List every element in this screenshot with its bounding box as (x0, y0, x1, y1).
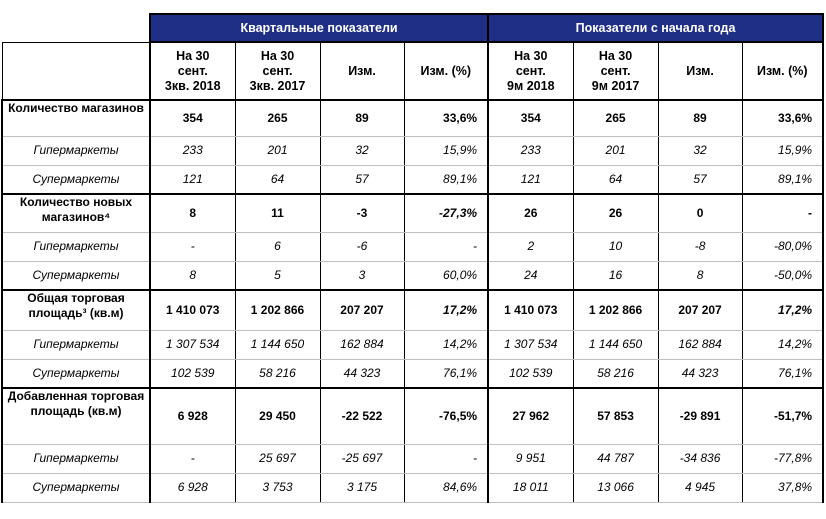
table-cell: 89 (658, 100, 742, 136)
row-label: Добавленная торговая площадь (кв.м) (2, 388, 150, 444)
table-cell: 162 884 (320, 330, 404, 359)
row-label: Супермаркеты (2, 473, 150, 502)
table-row-sub (2, 330, 823, 359)
table-cell: 1 307 534 (488, 330, 573, 359)
kpi-table (1, 13, 824, 503)
table-cell: 15,9% (404, 136, 488, 165)
table-cell: 32 (658, 136, 742, 165)
table-row-sub (2, 136, 823, 165)
table-cell: 233 (150, 136, 235, 165)
table-cell: 8 (658, 261, 742, 290)
table-cell: 26 (488, 194, 573, 232)
table-cell: 201 (573, 136, 658, 165)
table-cell: 14,2% (742, 330, 823, 359)
table-cell: -3 (320, 194, 404, 232)
table-cell: 1 410 073 (488, 290, 573, 330)
table-cell: 58 216 (235, 359, 320, 388)
table-cell: 162 884 (658, 330, 742, 359)
table-cell: -76,5% (404, 388, 488, 444)
table-cell: 1 202 866 (235, 290, 320, 330)
table-cell: 76,1% (404, 359, 488, 388)
corner-blank-2 (2, 42, 150, 100)
table-cell: - (150, 232, 235, 261)
table-cell: 201 (235, 136, 320, 165)
table-cell: 2 (488, 232, 573, 261)
table-cell: -80,0% (742, 232, 823, 261)
row-label: Гипермаркеты (2, 136, 150, 165)
table-cell: 354 (488, 100, 573, 136)
table-cell: 58 216 (573, 359, 658, 388)
table-cell: 102 539 (150, 359, 235, 388)
table-cell: - (404, 232, 488, 261)
table-cell: 207 207 (658, 290, 742, 330)
table-row-sub (2, 473, 823, 502)
table-cell: 37,8% (742, 473, 823, 502)
table-cell: -27,3% (404, 194, 488, 232)
table-cell: 10 (573, 232, 658, 261)
table-cell: 64 (573, 165, 658, 194)
col-change-q: Изм. (320, 42, 404, 100)
col-q3-2018: На 30 сент. 3кв. 2018 (150, 42, 235, 100)
table-cell: 1 410 073 (150, 290, 235, 330)
table-cell: 1 307 534 (150, 330, 235, 359)
table-cell: 15,9% (742, 136, 823, 165)
table-cell: 1 144 650 (235, 330, 320, 359)
table-cell: 18 011 (488, 473, 573, 502)
table-cell: -34 836 (658, 444, 742, 473)
row-label: Количество новых магазинов⁴ (2, 194, 150, 232)
table-cell: -25 697 (320, 444, 404, 473)
table-row-sub (2, 165, 823, 194)
table-cell: 8 (150, 194, 235, 232)
table-cell: 1 144 650 (573, 330, 658, 359)
table-cell: -29 891 (658, 388, 742, 444)
table-row-sub (2, 359, 823, 388)
table-cell: -8 (658, 232, 742, 261)
table-cell: 60,0% (404, 261, 488, 290)
table-cell: -6 (320, 232, 404, 261)
table-cell: 89,1% (742, 165, 823, 194)
table-row-metric (2, 194, 823, 232)
table-cell: 0 (658, 194, 742, 232)
table-cell: 11 (235, 194, 320, 232)
group-header-ytd: Показатели с начала года (488, 14, 823, 42)
row-label: Гипермаркеты (2, 330, 150, 359)
row-label: Количество магазинов (2, 100, 150, 136)
table-cell: 8 (150, 261, 235, 290)
table-cell: 44 323 (320, 359, 404, 388)
table-cell: 84,6% (404, 473, 488, 502)
table-cell: 1 202 866 (573, 290, 658, 330)
table-row-sub (2, 261, 823, 290)
row-label: Гипермаркеты (2, 444, 150, 473)
table-cell: -22 522 (320, 388, 404, 444)
table-row-metric (2, 388, 823, 444)
table-cell: 5 (235, 261, 320, 290)
table-cell: 76,1% (742, 359, 823, 388)
row-label: Супермаркеты (2, 359, 150, 388)
table-row-sub (2, 232, 823, 261)
table-cell: 24 (488, 261, 573, 290)
table-cell: 6 928 (150, 388, 235, 444)
table-cell: 32 (320, 136, 404, 165)
table-cell: 121 (150, 165, 235, 194)
table-cell: 6 928 (150, 473, 235, 502)
table-cell: 102 539 (488, 359, 573, 388)
table-cell: 4 945 (658, 473, 742, 502)
table-cell: 9 951 (488, 444, 573, 473)
table-cell: 3 175 (320, 473, 404, 502)
table-cell: 16 (573, 261, 658, 290)
col-change-ytd: Изм. (658, 42, 742, 100)
row-label: Гипермаркеты (2, 232, 150, 261)
table-cell: -51,7% (742, 388, 823, 444)
table-row-metric (2, 290, 823, 330)
col-change-pct-ytd: Изм. (%) (742, 42, 823, 100)
row-label: Супермаркеты (2, 165, 150, 194)
table-cell: 44 323 (658, 359, 742, 388)
table-cell: 3 (320, 261, 404, 290)
table-cell: 121 (488, 165, 573, 194)
table-cell: 6 (235, 232, 320, 261)
table-cell: 89,1% (404, 165, 488, 194)
table-cell: 27 962 (488, 388, 573, 444)
table-row-metric (2, 100, 823, 136)
table-row-sub (2, 444, 823, 473)
group-header-quarterly: Квартальные показатели (150, 14, 488, 42)
table-cell: -77,8% (742, 444, 823, 473)
table-cell: 57 (320, 165, 404, 194)
table-cell: 29 450 (235, 388, 320, 444)
table-cell: -50,0% (742, 261, 823, 290)
corner-blank (2, 14, 150, 42)
table-cell: 33,6% (742, 100, 823, 136)
table-cell: 14,2% (404, 330, 488, 359)
table-cell: 57 (658, 165, 742, 194)
row-label: Общая торговая площадь³ (кв.м) (2, 290, 150, 330)
table-cell: 265 (573, 100, 658, 136)
table-cell: - (742, 194, 823, 232)
table-cell: 17,2% (742, 290, 823, 330)
table-cell: 207 207 (320, 290, 404, 330)
table-cell: 44 787 (573, 444, 658, 473)
table-cell: 233 (488, 136, 573, 165)
table-cell: 89 (320, 100, 404, 136)
col-q3-2017: На 30 сент. 3кв. 2017 (235, 42, 320, 100)
table-cell: - (404, 444, 488, 473)
table-cell: - (150, 444, 235, 473)
table-cell: 57 853 (573, 388, 658, 444)
col-9m-2018: На 30 сент. 9м 2018 (488, 42, 573, 100)
table-cell: 26 (573, 194, 658, 232)
table-cell: 13 066 (573, 473, 658, 502)
table-cell: 64 (235, 165, 320, 194)
table-cell: 3 753 (235, 473, 320, 502)
row-label: Супермаркеты (2, 261, 150, 290)
col-9m-2017: На 30 сент. 9м 2017 (573, 42, 658, 100)
table-cell: 265 (235, 100, 320, 136)
table-cell: 17,2% (404, 290, 488, 330)
table-cell: 25 697 (235, 444, 320, 473)
table-cell: 33,6% (404, 100, 488, 136)
table-cell: 354 (150, 100, 235, 136)
col-change-pct-q: Изм. (%) (404, 42, 488, 100)
